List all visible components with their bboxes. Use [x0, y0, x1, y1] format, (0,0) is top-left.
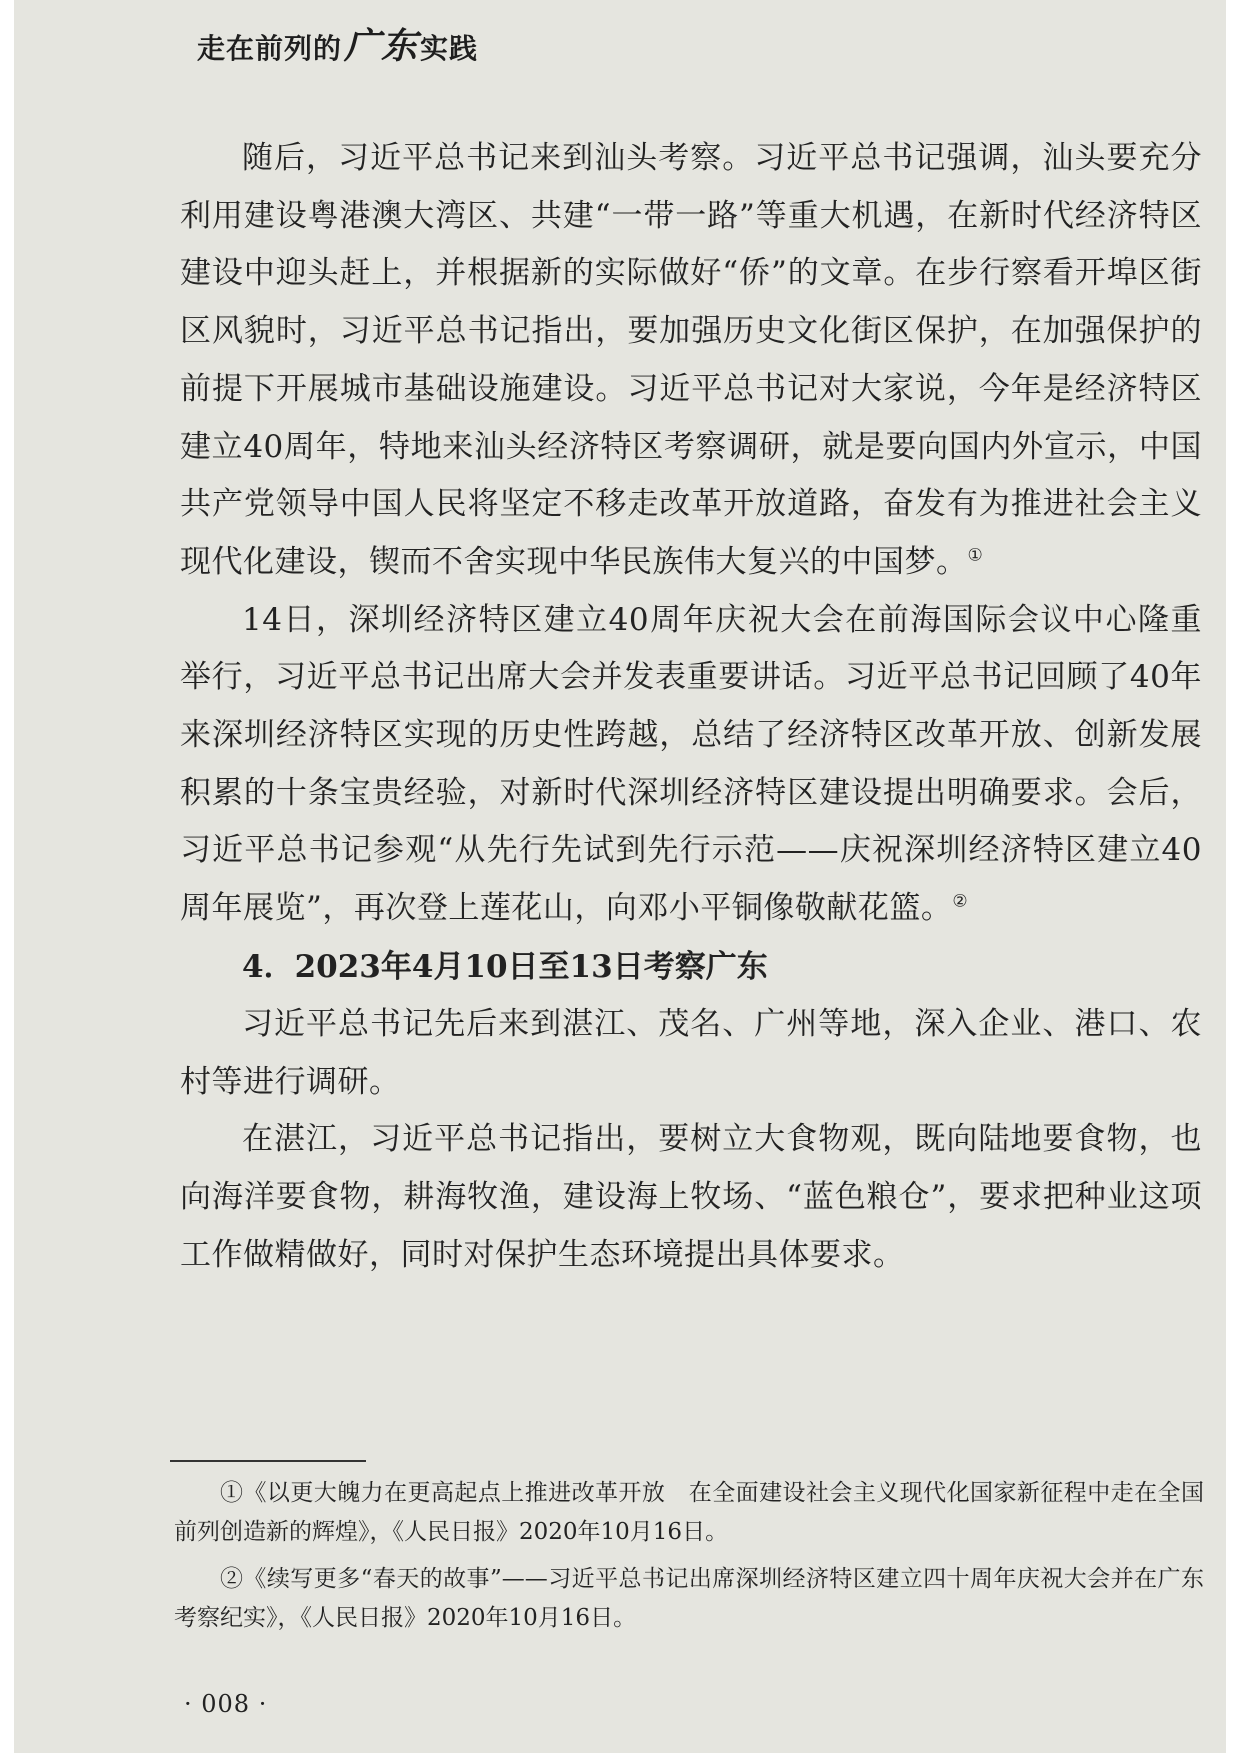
running-head	[197, 18, 478, 69]
footnote-ref-1: ①	[967, 545, 984, 566]
running-head-prefix: 走在前列的	[197, 32, 343, 65]
paragraph-shenzhen	[180, 592, 1202, 938]
paragraph-text: 14日，深圳经济特区建立40周年庆祝大会在前海国际会议中心隆重举行，习近平总书记出席大会并发表重要讲话。习近平总书记回顾了40年来深圳经济特区实现的历史性跨越，总结了经济特区改革开放、创新发展积累的十条宝贵经验，对新时代深圳经济特区建设提出明确要求。会后，习近平总书记参观“从先行先试到先行示范——庆祝深圳经济特区建立40周年展览”，再次登上莲花山，向邓小平铜像敬献花篮。	[180, 601, 1202, 927]
paragraph-text: 随后，习近平总书记来到汕头考察。习近平总书记强调，汕头要充分利用建设粤港澳大湾区、共建“一带一路”等重大机遇，在新时代经济特区建设中迎头赶上，并根据新的实际做好“侨”的文章。在步行察看开埠区街区风貌时，习近平总书记指出，要加强历史文化街区保护，在加强保护的前提下开展城市基础设施建设。习近平总书记对大家说，今年是经济特区建立40周年，特地来汕头经济特区考察调研，就是要向国内外宣示，中国共产党领导中国人民将坚定不移走改革开放道路，奋发有为推进社会主义现代化建设，锲而不舍实现中华民族伟大复兴的中国梦。	[180, 140, 1202, 580]
body-text	[180, 130, 1202, 1284]
running-head-calligraphy: 广东	[344, 25, 419, 67]
running-head-suffix: 实践	[420, 32, 479, 65]
footnotes	[174, 1474, 1204, 1646]
section-heading: 4．2023年4月10日至13日考察广东	[242, 948, 768, 985]
paragraph-zhanjiang: 在湛江，习近平总书记指出，要树立大食物观，既向陆地要食物，也向海洋要食物，耕海牧渔，建设海上牧场、“蓝色粮仓”，要求把种业这项工作做精做好，同时对保护生态环境提出具体要求。	[180, 1121, 1202, 1273]
paragraph-shantou	[180, 130, 1202, 592]
book-page	[14, 0, 1226, 1753]
page-number: · 008 ·	[184, 1690, 268, 1718]
footnote-divider	[170, 1460, 366, 1462]
footnote-2: ②《续写更多“春天的故事”——习近平总书记出席深圳经济特区建立四十周年庆祝大会并在广东考察纪实》，《人民日报》2020年10月16日。	[174, 1566, 1204, 1631]
footnote-ref-2: ②	[952, 891, 969, 912]
footnote-1: ①《以更大魄力在更高起点上推进改革开放 在全面建设社会主义现代化国家新征程中走在全国前列创造新的辉煌》，《人民日报》2020年10月16日。	[174, 1480, 1204, 1545]
paragraph-intro-2023: 习近平总书记先后来到湛江、茂名、广州等地，深入企业、港口、农村等进行调研。	[180, 1005, 1202, 1100]
